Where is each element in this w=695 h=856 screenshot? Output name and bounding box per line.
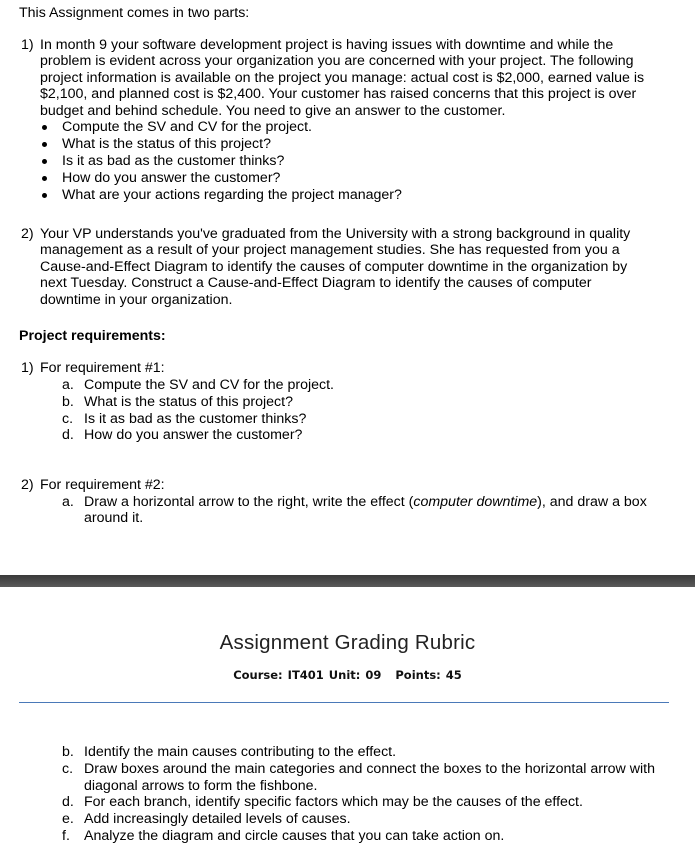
req2-item-a-pre: Draw a horizontal arrow to the right, write the effect ( xyxy=(84,494,414,510)
part2-text-line: Cause-and-Effect Diagram to identify the causes of computer downtime in the organization by xyxy=(40,259,628,275)
part1-bullet-item: What is the status of this project? xyxy=(62,136,271,152)
part1-number: 1) xyxy=(21,37,34,53)
req2-number: 2) xyxy=(21,477,34,493)
bullet-icon xyxy=(42,142,47,147)
points-label: Points: 45 xyxy=(395,668,462,682)
page-break-bar xyxy=(0,575,695,587)
bullet-icon xyxy=(42,125,47,130)
req2-item-letter: e. xyxy=(62,811,74,827)
req2-item-text: Identify the main causes contributing to the effect. xyxy=(84,744,397,760)
part1-text-line: budget and behind schedule. You need to give an answer to the customer. xyxy=(40,103,506,119)
req1-item-text: How do you answer the customer? xyxy=(84,427,303,443)
req1-item-letter: c. xyxy=(62,411,74,427)
req2-item-text: Add increasingly detailed levels of causes. xyxy=(84,811,351,827)
req2-item-letter: d. xyxy=(62,794,74,810)
rubric-title: Assignment Grading Rubric xyxy=(219,631,476,654)
req2-item-letter: c. xyxy=(62,761,74,777)
bullet-icon xyxy=(42,159,47,164)
req2-item-a-post: ), and draw a box xyxy=(537,494,647,510)
req2-item-a-line2: around it. xyxy=(84,510,144,526)
part2-text-line: next Tuesday. Construct a Cause-and-Effect Diagram to identify the causes of computer xyxy=(40,275,592,291)
requirements-heading: Project requirements: xyxy=(19,328,166,344)
part1-text-line: project information is available on the project you manage: actual cost is $2,000, earned value is xyxy=(40,70,645,86)
req1-item-text: What is the status of this project? xyxy=(84,394,293,410)
req1-number: 1) xyxy=(21,360,34,376)
req2-item-letter: f. xyxy=(62,828,70,844)
effect-emphasis: computer downtime xyxy=(413,494,538,510)
req1-item-letter: d. xyxy=(62,427,74,443)
bullet-icon xyxy=(42,193,47,198)
req1-item-text: Compute the SV and CV for the project. xyxy=(84,377,334,393)
req1-title: For requirement #1: xyxy=(40,360,165,376)
req2-item-text: For each branch, identify specific factors which may be the causes of the effect. xyxy=(84,794,583,810)
req2-item-a-line xyxy=(84,494,647,511)
rubric-meta xyxy=(0,668,695,682)
part2-text-line: management as a result of your project management studies. She has requested from you a xyxy=(40,242,620,258)
req1-item-letter: a. xyxy=(62,377,74,393)
bullet-icon xyxy=(42,176,47,181)
course-unit-label: Course: IT401 Unit: 09 xyxy=(233,668,382,682)
req1-item-text: Is it as bad as the customer thinks? xyxy=(84,411,307,427)
part2-text-line: downtime in your organization. xyxy=(40,292,233,308)
part1-text-line: $2,100, and planned cost is $2,400. Your customer has raised concerns that this project is over xyxy=(40,86,637,102)
part1-text-line: problem is evident across your organization you are concerned with your project. The following xyxy=(40,53,634,69)
req2-title: For requirement #2: xyxy=(40,477,165,493)
intro-line: This Assignment comes in two parts: xyxy=(19,5,250,21)
req2-item-text: Analyze the diagram and circle causes that you can take action on. xyxy=(84,828,505,844)
req1-item-letter: b. xyxy=(62,394,74,410)
req2-item-text-line2: diagonal arrows to form the fishbone. xyxy=(84,778,318,794)
part2-number: 2) xyxy=(21,226,34,242)
req2-item-letter: a. xyxy=(62,494,74,510)
req2-item-text: Draw boxes around the main categories and connect the boxes to the horizontal arrow with xyxy=(84,761,655,777)
part1-bullet-item: What are your actions regarding the project manager? xyxy=(62,187,402,203)
part1-text-line: In month 9 your software development project is having issues with downtime and while the xyxy=(40,37,614,53)
rubric-divider-line xyxy=(19,702,669,703)
part1-bullet-item: Is it as bad as the customer thinks? xyxy=(62,153,285,169)
req2-item-letter: b. xyxy=(62,744,74,760)
part1-bullet-item: How do you answer the customer? xyxy=(62,170,281,186)
part2-text-line: Your VP understands you've graduated from the University with a strong background in quality xyxy=(40,226,631,242)
part1-bullet-item: Compute the SV and CV for the project. xyxy=(62,119,312,135)
